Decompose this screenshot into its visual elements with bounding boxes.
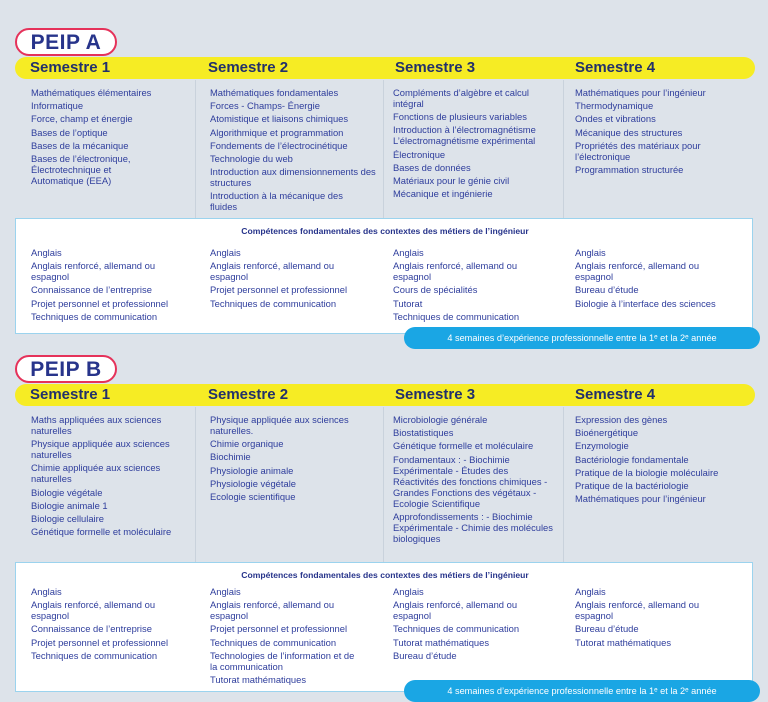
competence-item: Projet personnel et professionnel: [31, 636, 169, 648]
semester-4-title: Semestre 4: [575, 386, 656, 403]
competence-item: Projet personnel et professionnel: [31, 297, 169, 309]
peip-b-badge: PEIP B: [15, 355, 117, 383]
course-item: Ondes et vibrations: [575, 113, 656, 125]
semester-2-title: Semestre 2: [208, 386, 289, 403]
semester-1-title: Semestre 1: [30, 386, 111, 403]
course-item: Force, champ et énergie: [31, 113, 133, 125]
competence-item: Anglais: [31, 586, 62, 597]
course-item: Mathématiques élémentaires: [31, 87, 152, 98]
competence-item: Anglais: [31, 247, 62, 258]
course-item: Génétique formelle et moléculaire: [393, 440, 534, 452]
competence-item: Anglais renforcé, allemand ou espagnol: [31, 260, 156, 283]
course-item: Programmation structurée: [575, 163, 684, 175]
course-item: Bases de la mécanique: [31, 139, 129, 151]
course-item: Mécanique des structures: [575, 126, 683, 138]
competence-item: Tutorat mathématiques: [393, 636, 490, 648]
competence-item: Tutorat: [393, 297, 423, 309]
competences-col-1: [31, 247, 191, 324]
competence-item: Anglais renforcé, allemand ou espagnol: [210, 599, 335, 622]
competence-item: Anglais: [210, 586, 241, 597]
course-item: Mathématiques pour l’ingénieur: [575, 493, 706, 505]
competences-col-1: [31, 586, 191, 663]
competence-item: Bureau d’étude: [393, 649, 457, 661]
competences-col-2: [210, 247, 375, 311]
course-item: Propriétés des matériaux pour l’électronique: [575, 139, 701, 162]
course-item: Introduction à l’électromagnétisme L’électromagnétisme expérimental: [393, 124, 536, 147]
course-item: Thermodynamique: [575, 100, 654, 112]
course-item: Algorithmique et programmation: [210, 126, 344, 138]
competence-item: Anglais: [575, 247, 606, 258]
course-item: Forces - Champs- Énergie: [210, 100, 320, 112]
peip-a-badge: PEIP A: [15, 28, 117, 56]
course-item: Fonctions de plusieurs variables: [393, 111, 527, 123]
course-item: Bioénergétique: [575, 427, 639, 439]
semester-3-title: Semestre 3: [395, 386, 476, 403]
competences-box: [15, 218, 753, 334]
competence-item: Anglais: [393, 247, 424, 258]
semester-header-bar: [15, 57, 755, 79]
competences-title: Compétences fondamentales des contextes des métiers de l’ingénieur: [241, 226, 529, 236]
semester-4-courses: [575, 414, 740, 506]
course-item: Génétique formelle et moléculaire: [31, 526, 172, 538]
competences-col-3: [393, 247, 553, 324]
course-item: Informatique: [31, 100, 84, 112]
course-item: Fondements de l’électrocinétique: [210, 139, 348, 151]
course-item: Microbiologie générale: [393, 414, 488, 425]
competence-item: Anglais renforcé, allemand ou espagnol: [210, 260, 335, 283]
semester-3-courses: [393, 414, 553, 546]
course-item: Fondamentaux : - Biochimie Expérimentale - Études des Réactivités des fonctions chimiques - Grandes Fonctions des végétaux - Ecologie Scientifique: [393, 453, 548, 509]
competence-item: Tutorat mathématiques: [210, 673, 307, 685]
competences-col-3: [393, 586, 553, 663]
course-item: Bases de données: [393, 161, 471, 173]
peip-a-section: [0, 0, 768, 350]
course-item: Introduction à la mécanique des fluides: [210, 190, 343, 213]
course-item: Pratique de la biologie moléculaire: [575, 466, 719, 478]
competence-item: Projet personnel et professionnel: [210, 623, 348, 635]
competence-item: Anglais: [210, 247, 241, 258]
competence-item: Anglais renforcé, allemand ou espagnol: [575, 260, 700, 283]
competence-item: Anglais renforcé, allemand ou espagnol: [393, 599, 518, 622]
course-item: Pratique de la bactériologie: [575, 479, 689, 491]
competence-item: Anglais: [575, 586, 606, 597]
competence-item: Biologie à l’interface des sciences: [575, 297, 716, 309]
course-item: Matériaux pour le génie civil: [393, 174, 510, 186]
course-item: Mathématiques fondamentales: [210, 87, 339, 98]
course-item: Compléments d’algèbre et calcul intégral: [393, 87, 530, 109]
course-item: Physiologie animale: [210, 464, 294, 476]
course-item: Biologie animale 1: [31, 499, 108, 511]
competences-col-2: [210, 586, 375, 687]
competence-item: Bureau d’étude: [575, 284, 639, 296]
competence-item: Anglais: [393, 586, 424, 597]
competence-item: Techniques de communication: [31, 310, 158, 322]
semester-4-title: Semestre 4: [575, 59, 656, 76]
semester-2-title: Semestre 2: [208, 59, 289, 76]
competence-item: Techniques de communication: [393, 310, 520, 322]
course-item: Bactériologie fondamentale: [575, 453, 689, 465]
course-item: Physique appliquée aux sciences naturelles: [31, 438, 170, 461]
course-item: Ecologie scientifique: [210, 490, 296, 502]
competence-item: Technologies de l’information et de la communication: [210, 649, 355, 672]
competence-item: Techniques de communication: [210, 636, 337, 648]
course-item: Enzymologie: [575, 440, 629, 452]
course-item: Électronique: [393, 148, 446, 160]
competences-col-4: [575, 247, 745, 311]
experience-banner: 4 semaines d’expérience professionnelle entre la 1ᵉ et la 2ᵉ année: [404, 680, 760, 702]
competence-item: Techniques de communication: [31, 649, 158, 661]
course-item: Introduction aux dimensionnements des structures: [210, 166, 376, 189]
competence-item: Anglais renforcé, allemand ou espagnol: [575, 599, 700, 622]
semester-header-bar: [15, 384, 755, 406]
experience-banner: 4 semaines d’expérience professionnelle entre la 1ᵉ et la 2ᵉ année: [404, 327, 760, 349]
course-item: Biostatistiques: [393, 427, 454, 439]
competence-item: Anglais renforcé, allemand ou espagnol: [393, 260, 518, 283]
course-item: Bases de l’optique: [31, 126, 108, 138]
course-item: Approfondissements : - Biochimie Expérimentale - Chimie des molécules biologiques: [393, 510, 553, 544]
semester-1-courses: [31, 87, 191, 188]
semester-2-courses: [210, 414, 370, 504]
course-item: Chimie appliquée aux sciences naturelles: [31, 462, 161, 485]
semester-1-courses: [31, 414, 191, 539]
semester-4-courses: [575, 87, 740, 177]
course-item: Mathématiques pour l’ingénieur: [575, 87, 706, 98]
course-item: Expression des gènes: [575, 414, 668, 425]
course-item: Bases de l’électronique, Électrotechnique et Automatique (EEA): [31, 152, 131, 186]
competence-item: Bureau d’étude: [575, 623, 639, 635]
competences-col-4: [575, 586, 745, 650]
course-item: Biologie cellulaire: [31, 512, 104, 524]
course-item: Technologie du web: [210, 152, 293, 164]
competence-item: Techniques de communication: [210, 297, 337, 309]
course-item: Atomistique et liaisons chimiques: [210, 113, 349, 125]
course-item: Biochimie: [210, 451, 251, 463]
course-item: Physique appliquée aux sciences naturelles.: [210, 414, 349, 436]
competence-item: Anglais renforcé, allemand ou espagnol: [31, 599, 156, 622]
competence-item: Cours de spécialités: [393, 284, 478, 296]
course-item: Maths appliquées aux sciences naturelles: [31, 414, 162, 436]
course-item: Biologie végétale: [31, 486, 103, 498]
semester-2-courses: [210, 87, 380, 215]
course-item: Chimie organique: [210, 438, 284, 450]
competence-item: Tutorat mathématiques: [575, 636, 672, 648]
course-item: Physiologie végétale: [210, 477, 296, 489]
semester-1-title: Semestre 1: [30, 59, 111, 76]
course-item: Mécanique et ingénierie: [393, 188, 493, 200]
competences-title: Compétences fondamentales des contextes des métiers de l’ingénieur: [241, 570, 529, 580]
semester-3-courses: [393, 87, 553, 201]
competence-item: Techniques de communication: [393, 623, 520, 635]
competence-item: Connaissance de l’entreprise: [31, 623, 152, 635]
competence-item: Projet personnel et professionnel: [210, 284, 348, 296]
peip-b-section: [0, 350, 768, 701]
competences-box: [15, 562, 753, 692]
competence-item: Connaissance de l’entreprise: [31, 284, 152, 296]
semester-3-title: Semestre 3: [395, 59, 476, 76]
